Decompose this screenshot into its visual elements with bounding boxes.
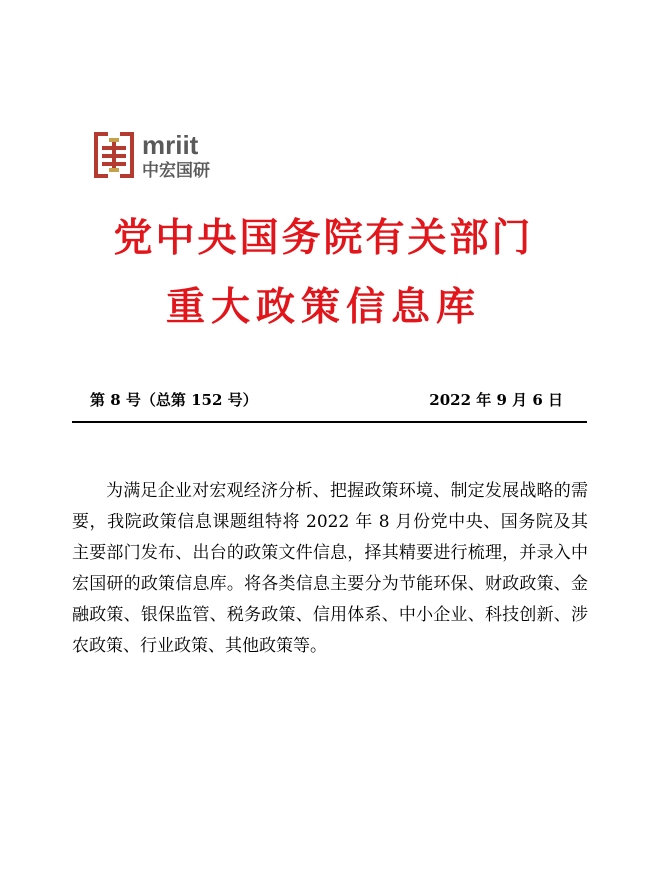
header-divider bbox=[72, 421, 587, 423]
mriit-logo-graphic bbox=[92, 130, 222, 182]
issue-date: 2022 年 9 月 6 日 bbox=[429, 391, 563, 409]
document-title-line-2: 重大政策信息库 bbox=[165, 284, 481, 330]
logo-brand-text: mriit bbox=[142, 130, 199, 160]
logo-brand-subtitle: 中宏国研 bbox=[142, 161, 210, 181]
mriit-logo bbox=[92, 130, 222, 182]
document-title-line-1: 党中央国务院有关部门 bbox=[113, 215, 534, 261]
intro-paragraph: 为满足企业对宏观经济分析、把握政策环境、制定发展战略的需要，我院政策信息课题组特将 2022 年 8 月份党中央、国务院及其主要部门发布、出台的政策文件信息，择其精要进行梳理，并录入中宏国研的政策信息库。将各类信息主要分为节能环保、财政政策、金融政策、银保监管、税务政策、信用体系、中小企业、科技创新、涉农政策、行业政策、其他政策等。 bbox=[72, 481, 588, 656]
issue-number: 第 8 号（总第 152 号） bbox=[90, 391, 258, 409]
